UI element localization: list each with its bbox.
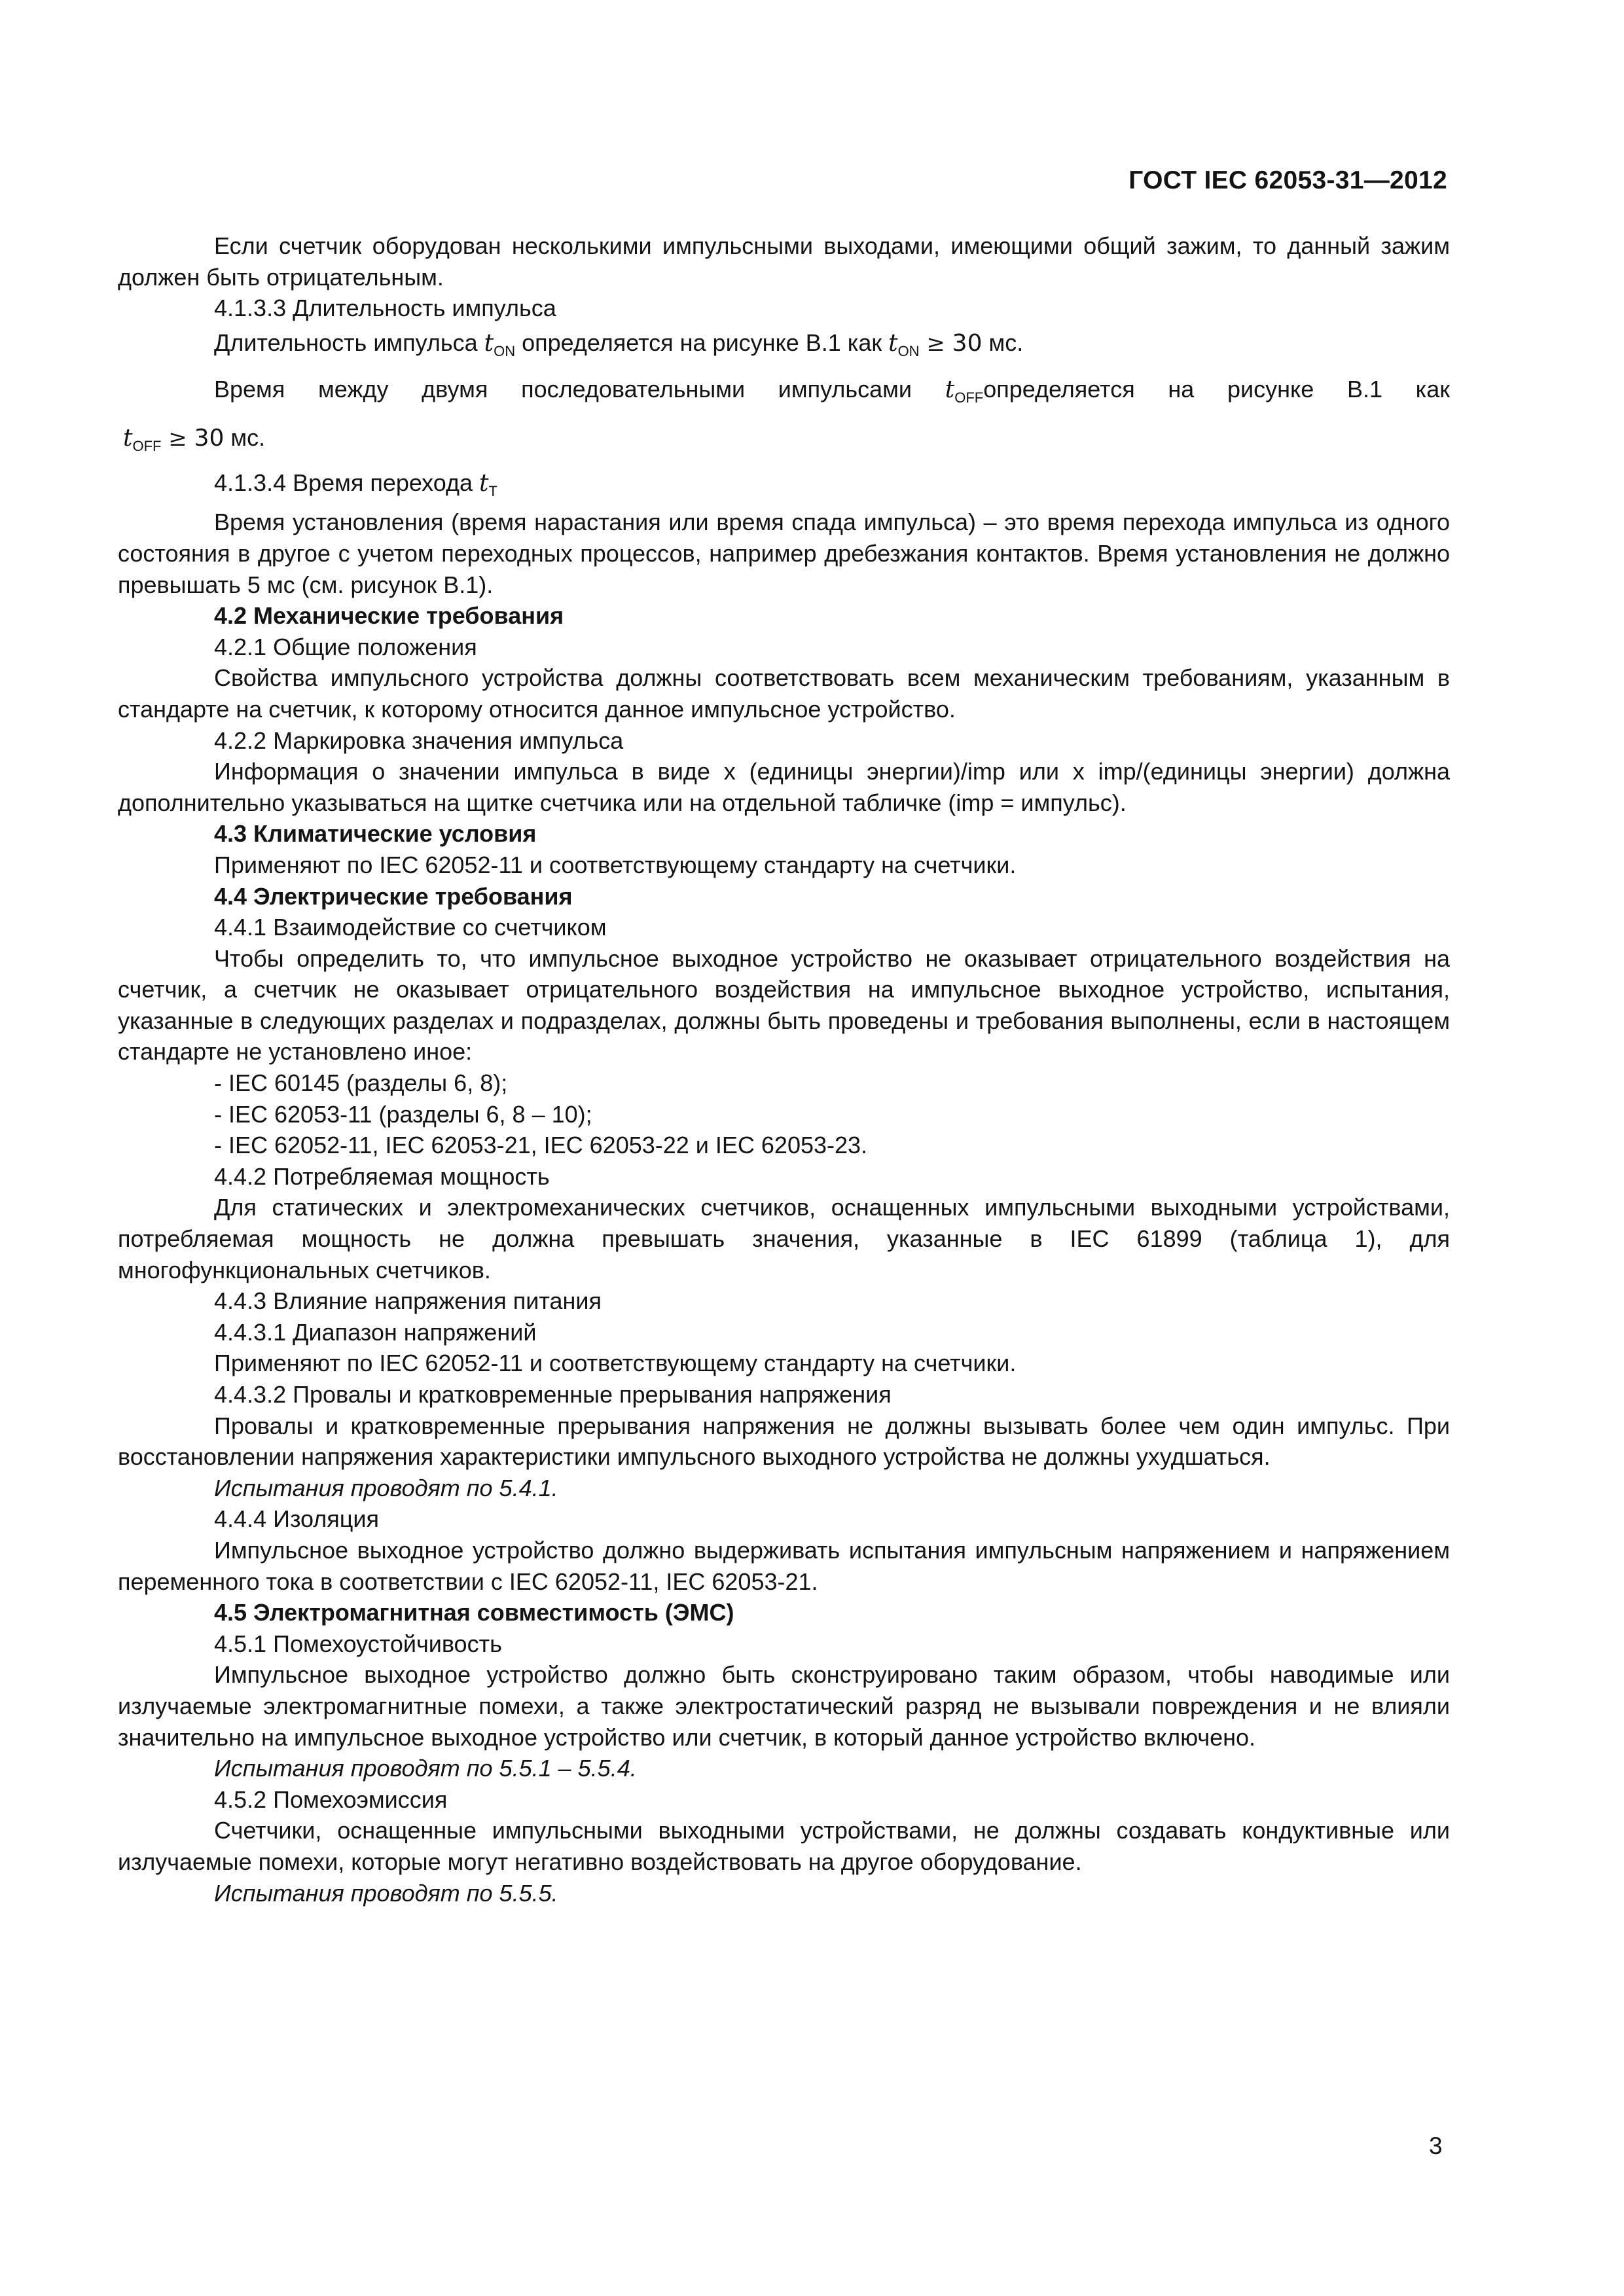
page-number: 3 xyxy=(1429,2132,1443,2159)
paragraph-insulation: Импульсное выходное устройство должно выдерживать испытания импульсным напряжением и напряжением переменного тока в соответствии с IEC 62052-11, IEC 62053-21. xyxy=(118,1536,1450,1595)
pulse-interval-formula: $t_{OFF} \ge 30$ мс. xyxy=(123,423,266,454)
section-4-4-heading: 4.4 Электрические требования xyxy=(214,882,573,910)
paragraph-power-consumption: Для статических и электромеханических счетчиков, оснащенных импульсными выходными устройствами, потребляемая мощность не должна превышать значения, указанные в IEC 61899 (таблица 1), для многофункциональных счетчиков. xyxy=(118,1194,1450,1283)
clause-4-4-3-heading: 4.4.3 Влияние напряжения питания xyxy=(214,1287,602,1315)
paragraph-interaction: Чтобы определить то, что импульсное выходное устройство не оказывает отрицательного воздействия на счетчик, а счетчик не оказывает отрицательного воздействия на импульсное выходное устройство, испытания, указанные в следующих разделах и подразделах, должны быть проведены и требования выполнены, если в настоящем стандарте не установлено иное: xyxy=(118,944,1450,1066)
clause-4-1-3-4-heading: 4.1.3.4 Время перехода $t_T$ xyxy=(214,469,497,499)
document-body xyxy=(118,230,1450,1909)
paragraph-emission: Счетчики, оснащенные импульсными выходными устройствами, не должны создавать кондуктивные или излучаемые помехи, которые могут негативно воздействовать на другое оборудование. xyxy=(118,1817,1450,1875)
section-4-5-heading: 4.5 Электромагнитная совместимость (ЭМС) xyxy=(214,1599,734,1626)
paragraph-mechanical-requirements: Свойства импульсного устройства должны соответствовать всем механическим требованиям, указанным в стандарте на счетчик, к которому относится данное импульсное устройство. xyxy=(118,664,1450,723)
paragraph-immunity: Импульсное выходное устройство должно быть сконструировано таким образом, чтобы наводимые или излучаемые электромагнитные помехи, а также электростатический разряд не вызывали повреждения и не влияли значительно на импульсное выходное устройство или счетчик, в который данное устройство включено. xyxy=(118,1661,1450,1751)
pulse-interval-paragraph: Время между двумя последовательными импульсами $t_{OFF}определяется$ на рисунке В.1 как xyxy=(214,375,1450,406)
section-4-3-heading: 4.3 Климатические условия xyxy=(214,820,537,848)
paragraph-common-terminal: Если счетчик оборудован несколькими импульсными выходами, имеющими общий зажим, то данный зажим должен быть отрицательным. xyxy=(118,232,1450,291)
test-reference: Испытания проводят по 5.4.1. xyxy=(214,1474,558,1501)
pulse-duration-paragraph: Длительность импульса $t_{ON}$ определяется на рисунке В.1 как $t_{ON} \ge 30$ мс. xyxy=(214,329,1024,359)
test-reference: Испытания проводят по 5.5.5. xyxy=(214,1879,558,1907)
clause-4-5-2-heading: 4.5.2 Помехоэмиссия xyxy=(214,1785,448,1813)
clause-4-2-1-heading: 4.2.1 Общие положения xyxy=(214,633,477,660)
clause-4-5-1-heading: 4.5.1 Помехоустойчивость xyxy=(214,1630,502,1657)
section-4-2-heading: 4.2 Механические требования xyxy=(214,602,564,630)
clause-4-2-2-heading: 4.2.2 Маркировка значения импульса xyxy=(214,726,624,754)
document-header: ГОСТ IEC 62053-31—2012 xyxy=(1128,166,1447,194)
clause-4-4-3-1-heading: 4.4.3.1 Диапазон напряжений xyxy=(214,1318,537,1346)
paragraph-voltage-range: Применяют по IEC 62052-11 и соответствующему стандарту на счетчики. xyxy=(214,1350,1017,1377)
list-item: - IEC 62052-11, IEC 62053-21, IEC 62053-22 и IEC 62053-23. xyxy=(214,1132,868,1159)
clause-4-4-1-heading: 4.4.1 Взаимодействие со счетчиком xyxy=(214,914,607,941)
clause-4-4-3-2-heading: 4.4.3.2 Провалы и кратковременные прерывания напряжения xyxy=(214,1381,892,1408)
clause-4-4-4-heading: 4.4.4 Изоляция xyxy=(214,1505,379,1533)
test-reference: Испытания проводят по 5.5.1 – 5.5.4. xyxy=(214,1755,637,1782)
list-item: - IEC 60145 (разделы 6, 8); xyxy=(214,1069,508,1097)
paragraph-pulse-marking: Информация о значении импульса в виде x (единицы энергии)/imp или x imp/(единицы энергии) должна дополнительно указываться на щитке счетчика или на отдельной табличке (imp = импульс). xyxy=(118,758,1450,816)
list-item: - IEC 62053-11 (разделы 6, 8 – 10); xyxy=(214,1100,592,1128)
paragraph-transition-time: Время установления (время нарастания или время спада импульса) – это время перехода импульса из одного состояния в другое с учетом переходных процессов, например дребезжания контактов. Время установления не должно превышать 5 мс (см. рисунок В.1). xyxy=(118,509,1450,598)
clause-4-4-2-heading: 4.4.2 Потребляемая мощность xyxy=(214,1162,550,1190)
paragraph-climatic: Применяют по IEC 62052-11 и соответствующему стандарту на счетчики. xyxy=(214,851,1017,878)
paragraph-voltage-dips: Провалы и кратковременные прерывания напряжения не должны вызывать более чем один импульс. При восстановлении напряжения характеристики импульсного выходного устройства не должны ухудшаться. xyxy=(118,1412,1450,1471)
clause-4-1-3-3-heading: 4.1.3.3 Длительность импульса xyxy=(214,295,556,322)
